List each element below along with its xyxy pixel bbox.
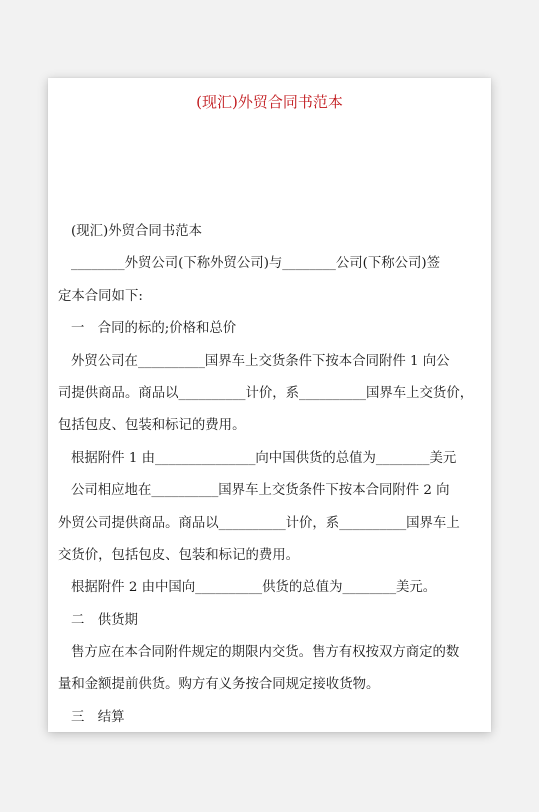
text-line: 公司相应地在__________国界车上交货条件下按本合同附件 2 向 — [71, 483, 450, 499]
document-body — [58, 216, 485, 734]
text-line: (现汇)外贸合同书范本 — [71, 224, 202, 239]
text-line: 外贸公司在__________国界车上交货条件下按本合同附件 1 向公 — [71, 353, 450, 369]
text-line: 售方应在本合同附件规定的期限内交货。售方有权按双方商定的数 — [71, 645, 460, 661]
text-line: 外贸公司提供商品。商品以__________计价，系__________国界车上 — [58, 515, 460, 531]
document-page — [48, 78, 491, 732]
text-line: 交货价，包括包皮、包装和标记的费用。 — [58, 547, 300, 563]
section-heading: 二 供货期 — [71, 612, 138, 628]
section-heading: 三 结算 — [71, 709, 125, 725]
text-line: 量和金额提前供货。购方有义务按合同规定接收货物。 — [58, 677, 380, 693]
document-title: (现汇)外贸合同书范本 — [196, 93, 343, 111]
text-line: 包括包皮、包装和标记的费用。 — [58, 418, 246, 434]
text-line: ________外贸公司(下称外贸公司)与________公司(下称公司)签 — [71, 256, 441, 272]
text-line: 司提供商品。商品以__________计价，系__________国界车上交货价， — [58, 385, 474, 401]
text-line: 根据附件 2 由中国向__________供货的总值为________美元。 — [71, 580, 437, 596]
section-heading: 一 合同的标的;价格和总价 — [71, 321, 237, 337]
text-line: 根据附件 1 由_______________向中国供货的总值为________美元 — [71, 450, 457, 466]
text-line: 定本合同如下: — [58, 288, 143, 304]
